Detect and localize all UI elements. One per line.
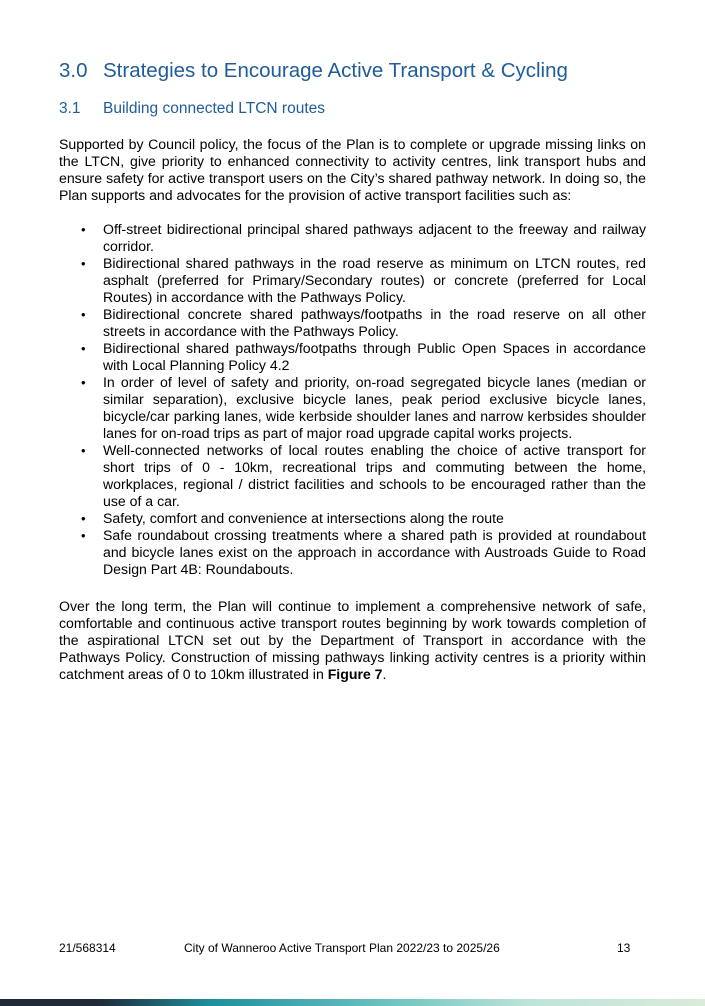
list-item [59, 221, 646, 255]
subsection-heading [59, 99, 659, 119]
list-item-text: Safety, comfort and convenience at intersections along the route [103, 510, 504, 526]
intro-paragraph: Supported by Council policy, the focus of the Plan is to complete or upgrade missing links on the LTCN, give priority to enhanced connectivity to activity centres, link transport hubs and ensure safety for active transport users on the City’s shared pathway network. In doing so, the Plan supports and advocates for the provision of active transport facilities such as: [59, 136, 646, 203]
list-item [59, 527, 646, 578]
list-item-text: Well-connected networks of local routes enabling the choice of active transport for short trips of 0 - 10km, recreational trips and commuting between the home, workplaces, regional / district facilities and schools to be encouraged rather than the use of a car. [103, 442, 646, 509]
list-item [59, 374, 646, 442]
bullet-icon: • [81, 307, 86, 322]
footer-decorative-band [0, 999, 705, 1006]
bullet-icon: • [81, 222, 86, 237]
list-item-text: Off-street bidirectional principal shared pathways adjacent to the freeway and railway corridor. [103, 221, 646, 254]
list-item-text: Bidirectional shared pathways/footpaths through Public Open Spaces in accordance with Local Planning Policy 4.2 [103, 340, 646, 373]
figure-reference: Figure 7 [327, 666, 383, 682]
final-paragraph-end: . [382, 666, 387, 682]
bullet-icon: • [81, 528, 86, 543]
section-heading [59, 59, 659, 83]
bullet-icon: • [81, 375, 86, 390]
facility-bullet-list [59, 221, 646, 578]
document-reference: 21/568314 [59, 941, 116, 955]
subsection-number: 3.1 [59, 100, 81, 117]
bullet-icon: • [81, 511, 86, 526]
subsection-title: Building connected LTCN routes [103, 100, 326, 117]
bullet-icon: • [81, 256, 86, 271]
list-item-text: Bidirectional concrete shared pathways/footpaths in the road reserve on all other streets in accordance with the Pathways Policy. [103, 306, 646, 339]
list-item [59, 340, 646, 374]
list-item-text: Safe roundabout crossing treatments where a shared path is provided at roundabout and bicycle lanes exist on the approach in accordance with Austroads Guide to Road Design Part 4B: Roundabouts. [103, 527, 646, 577]
list-item-text: In order of level of safety and priority, on-road segregated bicycle lanes (median or similar separation), exclusive bicycle lanes, peak period exclusive bicycle lanes, bicycle/car parking lanes, wide kerbside shoulder lanes and narrow kerbsides shoulder lanes for on-road trips as part of major road upgrade capital works projects. [103, 374, 646, 441]
list-item [59, 442, 646, 510]
section-number: 3.0 [59, 59, 88, 82]
page-footer [0, 940, 705, 956]
final-paragraph-text: Over the long term, the Plan will continue to implement a comprehensive network of safe, comfortable and continuous active transport routes beginning by work towards completion of the aspirational LTCN set out by the Department of Transport in accordance with the Pathways Policy. Construction of missing pathways linking activity centres is a priority within catchment areas of 0 to 10km illustrated in [59, 598, 646, 682]
bullet-icon: • [81, 443, 86, 458]
footer-document-title: City of Wanneroo Active Transport Plan 2022/23 to 2025/26 [184, 941, 500, 955]
list-item [59, 306, 646, 340]
bullet-icon: • [81, 341, 86, 356]
list-item [59, 510, 646, 527]
list-item [59, 255, 646, 306]
section-title: Strategies to Encourage Active Transport & Cycling [103, 59, 568, 82]
final-paragraph [59, 598, 646, 683]
page-number: 13 [617, 941, 631, 955]
list-item-text: Bidirectional shared pathways in the road reserve as minimum on LTCN routes, red asphalt (preferred for Primary/Secondary routes) or concrete (preferred for Local Routes) in accordance with the Pathways Policy. [103, 255, 646, 305]
